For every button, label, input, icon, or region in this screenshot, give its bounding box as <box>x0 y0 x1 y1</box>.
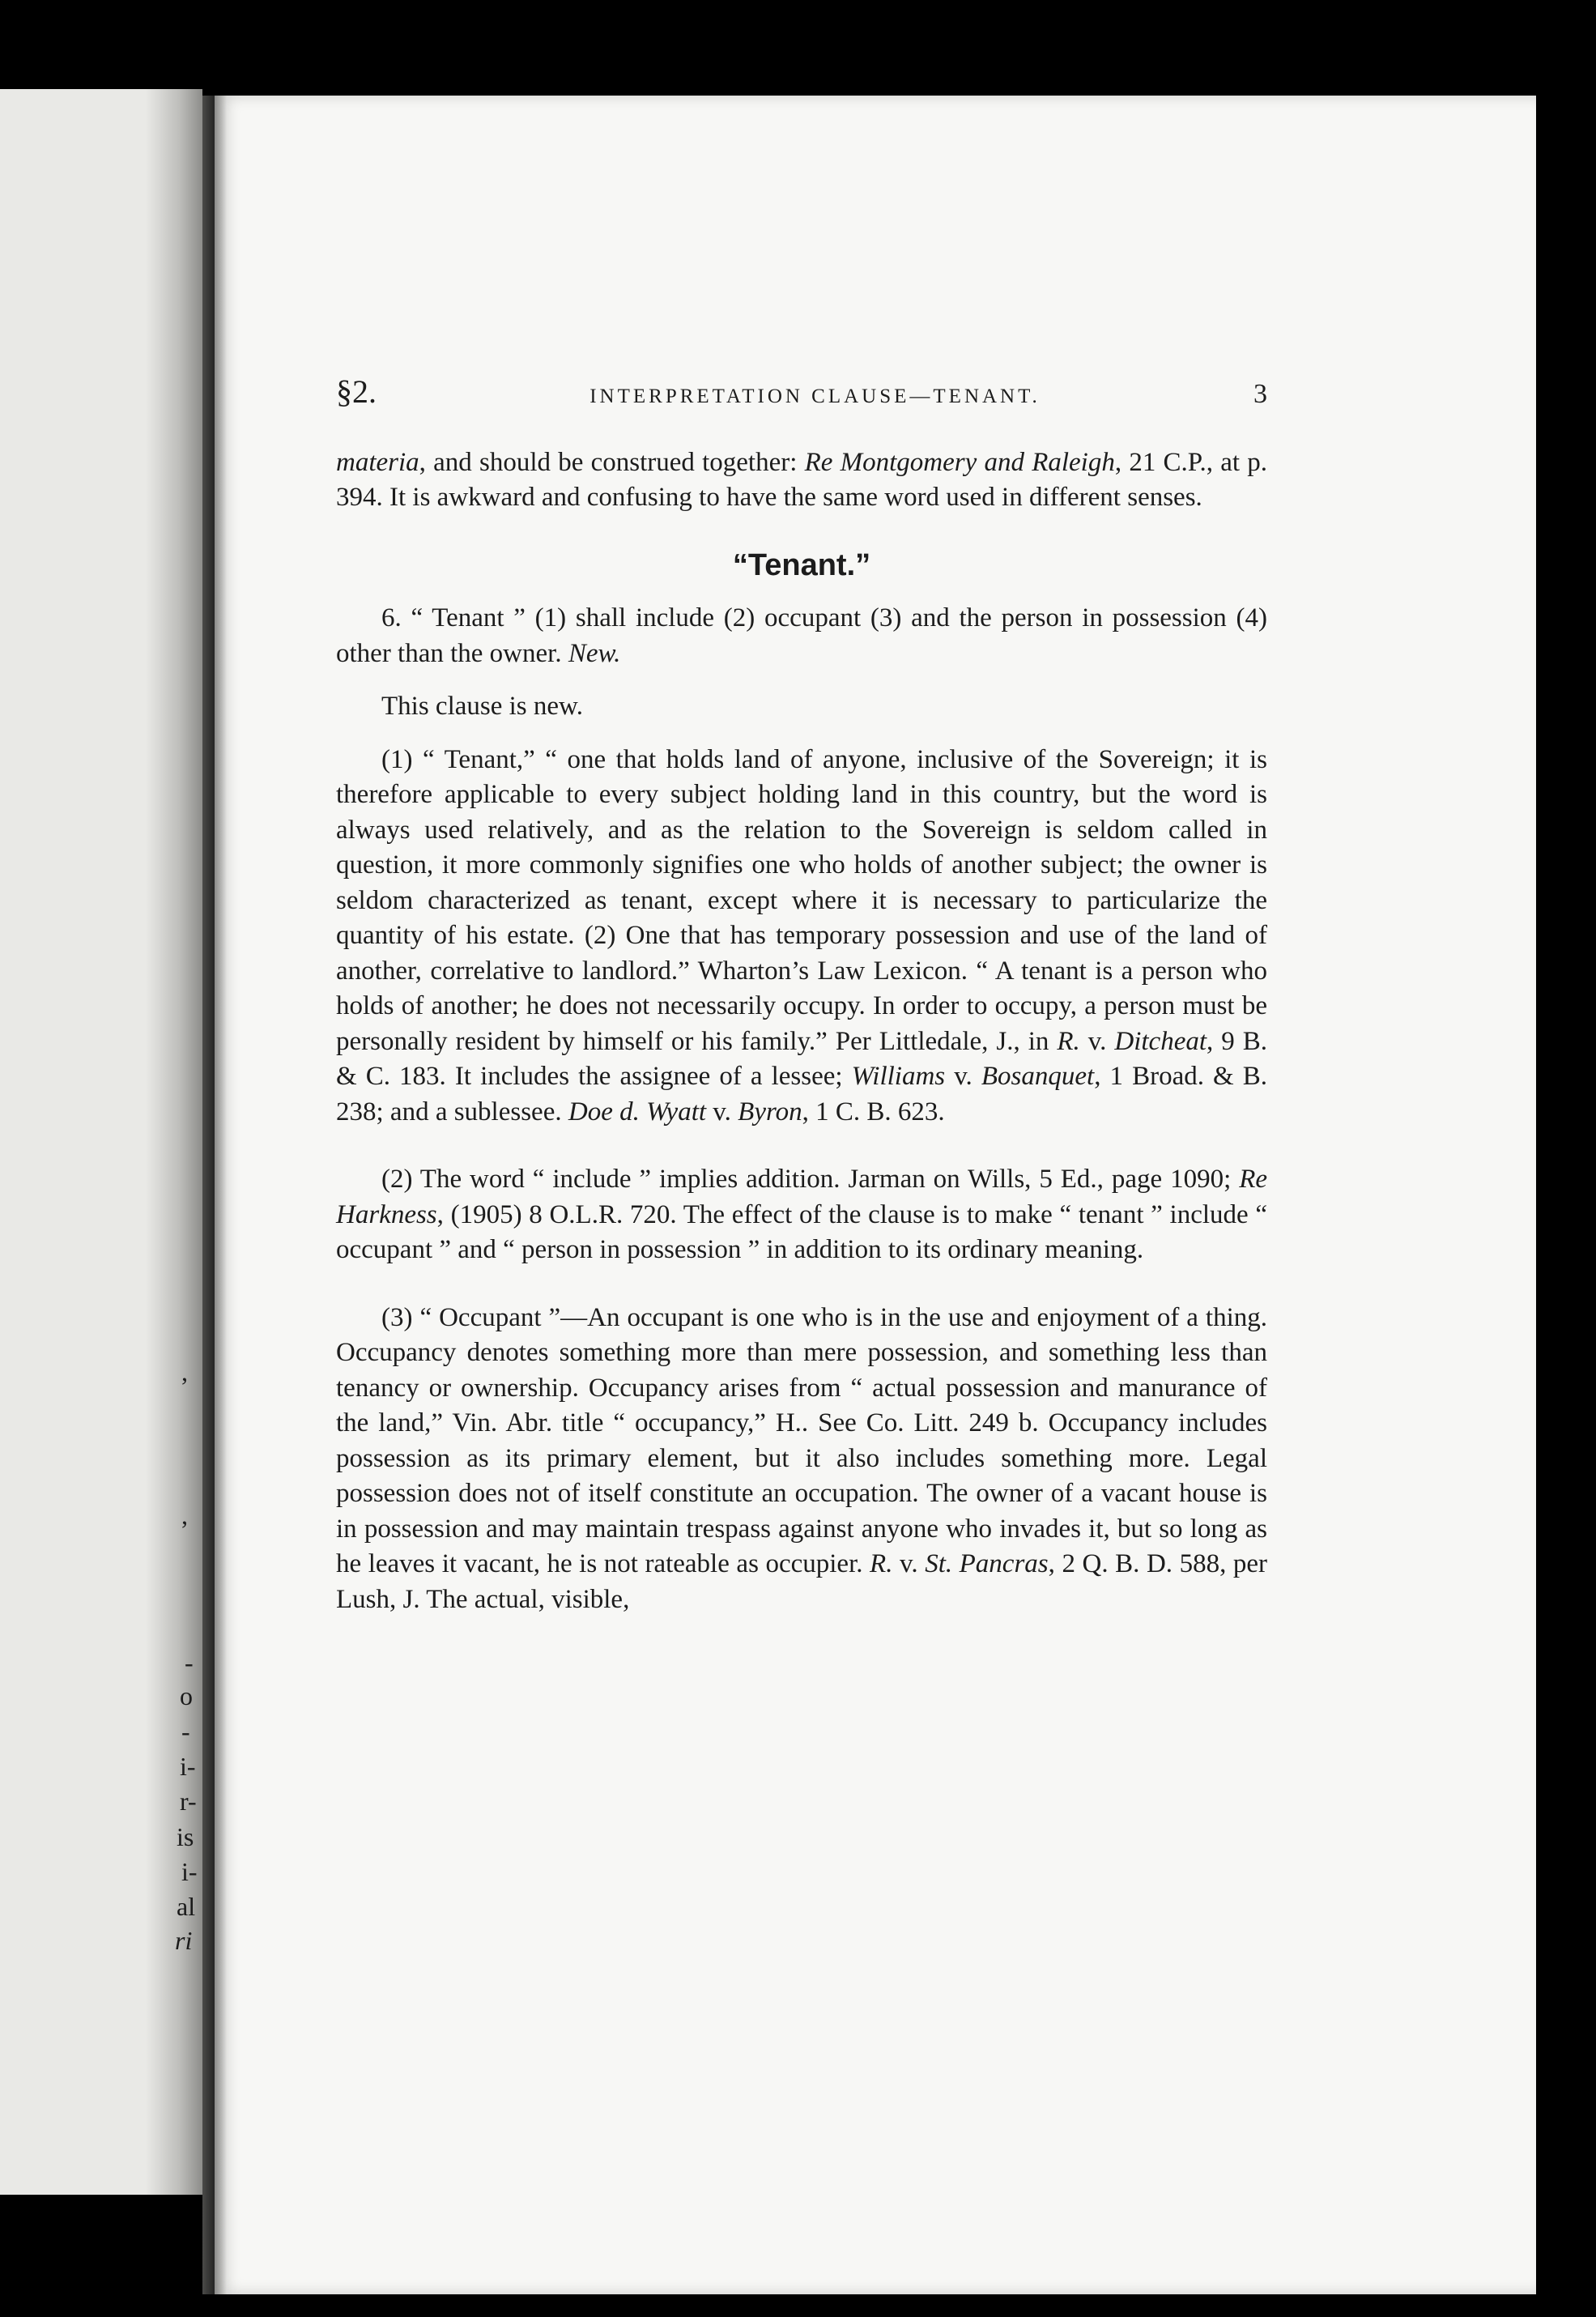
case-citation: Re Montgomery and Raleigh <box>804 447 1115 477</box>
note-text: v. <box>706 1097 738 1127</box>
case-citation: Byron <box>738 1097 802 1127</box>
left-page-fragment: , <box>181 1357 188 1386</box>
note-text: , (1905) 8 O.L.R. 720. The effect of the clause is to make “ tenant ” include “ occupant ” and “ person in possession ” in addition to its ordinary meaning. <box>336 1199 1267 1264</box>
case-citation: R. <box>870 1549 893 1578</box>
case-citation: Ditcheat <box>1114 1026 1207 1056</box>
left-page-fragment: al <box>177 1892 196 1921</box>
case-citation: St. Pancras <box>925 1549 1049 1578</box>
note-text: (3) “ Occupant ”—An occupant is one who is in the use and enjoyment of a thing. Occupancy denotes something more than mere possession, and something less than tenancy or ownership. Occupancy arises from “ actual possession and manurance of the land,” Vin. Abr. title “ occupancy,” H.. See Co. Litt. 249 b. Occupancy includes possession as its primary element, but it also includes something more. Legal possession does not of itself constitute an occupation. The owner of a vacant house is in possession and may maintain trespass against anyone who invades it, but so long as he leaves it vacant, he is not rateable as occupier. <box>336 1302 1267 1578</box>
running-title: INTERPRETATION CLAUSE—TENANT. <box>589 385 1041 407</box>
intro-italic-term: materia <box>336 447 419 477</box>
note-3 <box>336 1301 1267 1618</box>
intro-text: , and should be construed together: <box>419 447 805 477</box>
page-number: 3 <box>1253 379 1267 409</box>
page-content <box>336 374 1267 1617</box>
clause-6 <box>336 601 1267 671</box>
note-text: v. <box>945 1062 981 1091</box>
case-citation: Williams <box>851 1062 946 1091</box>
note-text: (1) “ Tenant,” “ one that holds land of anyone, inclusive of the Sovereign; it is therefore applicable to every subject holding land in this country, but the word is always used relatively, and as the relation to the Sovereign is seldom called in question, it more commonly signifies one who holds of another subject; the owner is seldom characterized as tenant, except where it is necessary to particularize the quantity of his estate. (2) One that has temporary possession and use of the land of another, correlative to landlord.” Wharton’s Law Lexicon. “ A tenant is a person who holds of another; he does not necessarily occupy. In order to occupy, a person must be personally resident by himself or his family.” Per Littledale, J., in <box>336 744 1267 1056</box>
left-page-fragment: i- <box>180 1752 196 1781</box>
section-number: §2. <box>336 373 377 410</box>
note-text: , 1 C. B. 623. <box>802 1097 945 1127</box>
note-text: v. <box>892 1549 926 1578</box>
left-page-edge <box>0 89 202 2195</box>
note-text: , 1 Broad. & B. 238; and a sublessee. <box>336 1062 1268 1127</box>
note-text: , 2 Q. B. D. 588, per Lush, J. The actual, visible, <box>336 1549 1268 1614</box>
left-page-fragment: o <box>180 1681 193 1710</box>
note-2 <box>336 1162 1267 1268</box>
left-page-fragment: , <box>181 1501 188 1530</box>
case-citation: Re Harkness <box>336 1165 1267 1229</box>
left-page-fragment: - <box>181 1717 190 1746</box>
left-page-fragment: r- <box>180 1787 197 1816</box>
case-citation: Doe d. Wyatt <box>568 1097 707 1127</box>
running-header <box>336 374 1267 415</box>
note-1 <box>336 743 1267 1131</box>
intro-paragraph <box>336 445 1267 516</box>
clause-text: 6. “ Tenant ” (1) shall include (2) occupant (3) and the person in possession (4) other than the owner. <box>336 603 1267 668</box>
case-citation: R. <box>1057 1026 1080 1056</box>
left-page-fragment: - <box>185 1648 194 1677</box>
note-text: v. <box>1079 1026 1115 1056</box>
note-text: (2) The word “ include ” implies addition. Jarman on Wills, 5 Ed., page 1090; <box>381 1165 1240 1194</box>
case-citation: Bosanquet <box>981 1062 1095 1091</box>
spine-shadow <box>202 96 227 2294</box>
left-page-fragment: ri <box>175 1926 193 1955</box>
left-page-fragment: i- <box>181 1857 198 1886</box>
section-heading: “Tenant.” <box>732 547 871 582</box>
left-page-fragment: is <box>177 1822 194 1851</box>
note-text: , 9 B. & C. 183. It includes the assignee of a lessee; <box>336 1026 1268 1091</box>
intro-text: , 21 C.P., at p. 394. It is awkward and confusing to have the same word used in different senses. <box>336 447 1268 512</box>
clause-note: New. <box>568 638 621 668</box>
new-clause-note: This clause is new. <box>381 692 583 721</box>
